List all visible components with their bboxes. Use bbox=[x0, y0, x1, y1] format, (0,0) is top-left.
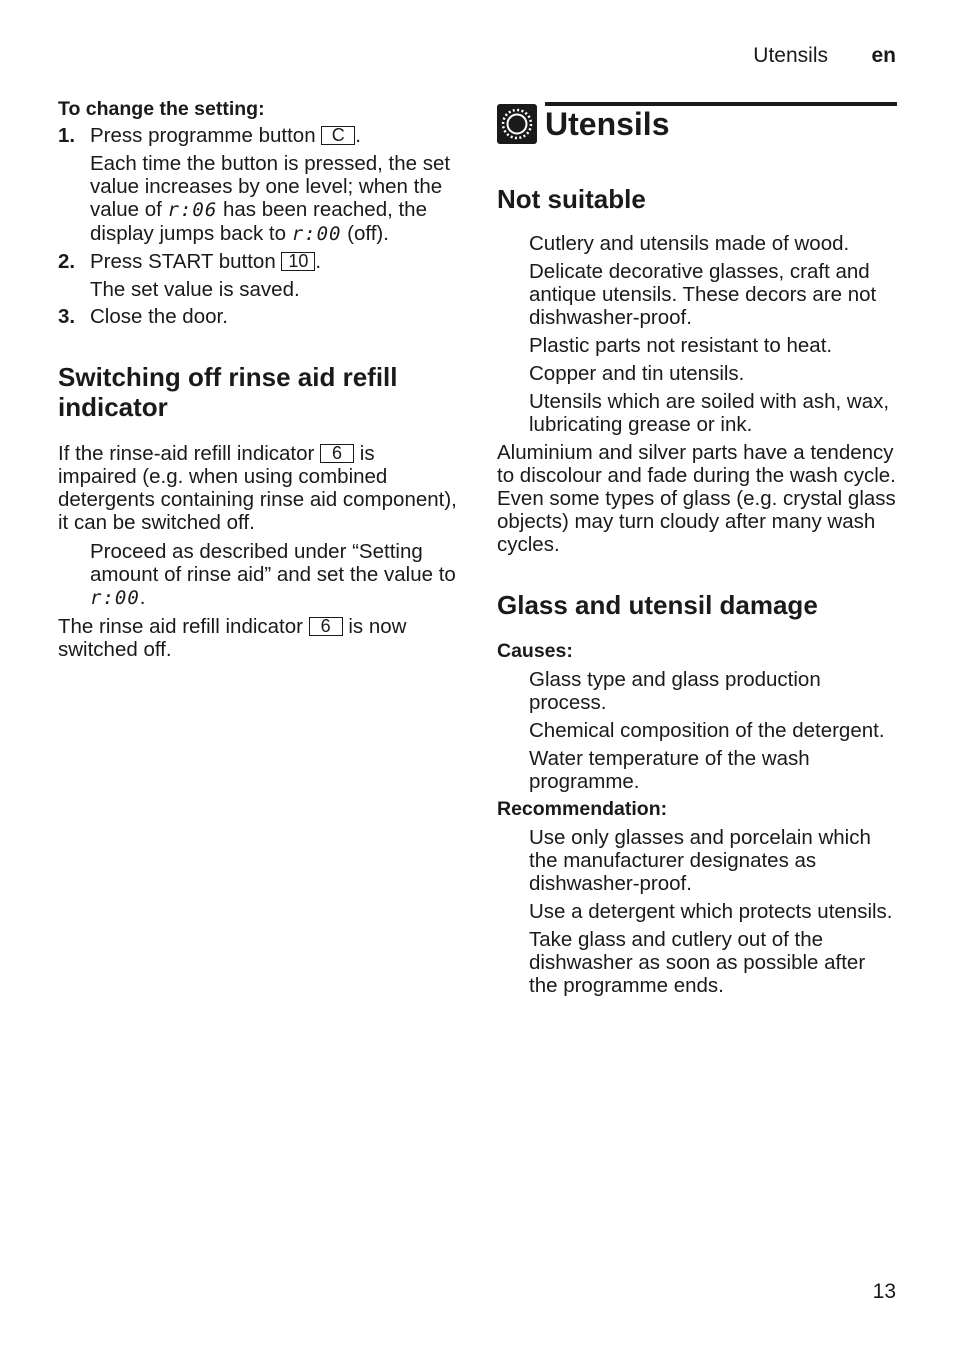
proceed-text: Proceed as described under “Setting amount of rinse aid” and set the value to bbox=[90, 540, 456, 586]
note-text: Each time the button is pressed, the set value increases by one level; when the value of bbox=[90, 152, 451, 221]
list-item: Delicate decorative glasses, craft and antique utensils. These decors are not dishwasher-proof. bbox=[529, 260, 877, 329]
result-text: The rinse aid refill indicator bbox=[58, 615, 309, 638]
header-section-title: Utensils bbox=[753, 44, 828, 67]
utensils-icon bbox=[497, 104, 537, 144]
result-text: is now switched off. bbox=[58, 615, 407, 661]
step-text: Close the door. bbox=[90, 305, 228, 328]
page-number: 13 bbox=[872, 1280, 896, 1303]
section-title bbox=[497, 98, 897, 148]
change-setting-steps bbox=[58, 124, 458, 328]
list-item: Take glass and cutlery out of the dishwasher as soon as possible after the programme ends. bbox=[529, 928, 866, 997]
note-text: has been reached, the display jumps back to bbox=[90, 198, 427, 245]
not-suitable-list bbox=[497, 232, 897, 436]
switched-off-result bbox=[58, 615, 458, 661]
not-suitable-heading: Not suitable bbox=[497, 184, 646, 214]
step-number: 3. bbox=[58, 305, 76, 328]
right-column bbox=[497, 98, 897, 1002]
step-text: Press START button bbox=[90, 250, 282, 273]
display-value-max: r:06 bbox=[167, 199, 218, 221]
recommendation-heading: Recommendation: bbox=[497, 798, 668, 820]
causes-heading: Causes: bbox=[497, 640, 573, 662]
refill-indicator-key: 6 bbox=[309, 617, 343, 636]
step-note: The set value is saved. bbox=[90, 278, 300, 301]
page-header bbox=[0, 44, 954, 72]
list-item: Utensils which are soiled with ash, wax, lubricating grease or ink. bbox=[529, 390, 890, 436]
start-button-key: 10 bbox=[281, 252, 315, 271]
switching-off-heading: Switching off rinse aid refill indicator bbox=[58, 362, 398, 422]
step-text: Press programme button bbox=[90, 124, 322, 147]
step-number: 1. bbox=[58, 124, 76, 147]
step-3 bbox=[58, 305, 458, 328]
display-value-off: r:00 bbox=[291, 223, 342, 245]
intro-text: is impaired (e.g. when using combined detergents containing rinse aid component), it can be switched off. bbox=[58, 442, 457, 534]
proceed-text: . bbox=[139, 586, 146, 609]
list-item: Use a detergent which protects utensils. bbox=[529, 900, 893, 923]
proceed-instruction bbox=[58, 540, 458, 610]
change-setting-heading: To change the setting: bbox=[58, 98, 265, 120]
causes-list bbox=[497, 668, 897, 793]
step-2 bbox=[58, 250, 458, 301]
display-value-off: r:00 bbox=[90, 587, 140, 609]
list-item: Water temperature of the wash programme. bbox=[529, 747, 810, 793]
list-item: Cutlery and utensils made of wood. bbox=[529, 232, 850, 255]
intro-text: If the rinse-aid refill indicator bbox=[58, 442, 321, 465]
rinse-aid-intro bbox=[58, 442, 458, 534]
header-language: en bbox=[871, 44, 896, 67]
refill-indicator-key: 6 bbox=[320, 444, 354, 463]
aluminium-paragraph: Aluminium and silver parts have a tendency to discolour and fade during the wash cycle. Even some types of glass (e.g. crystal glass objects) may turn cloudy after many wash cycles. bbox=[497, 441, 896, 556]
list-item: Chemical composition of the detergent. bbox=[529, 719, 885, 742]
glass-damage-heading: Glass and utensil damage bbox=[497, 590, 818, 620]
step-note bbox=[90, 152, 458, 246]
section-title-text: Utensils bbox=[545, 106, 670, 142]
list-item: Plastic parts not resistant to heat. bbox=[529, 334, 833, 357]
programme-button-key: C bbox=[321, 126, 355, 145]
left-column bbox=[58, 98, 458, 661]
list-item: Use only glasses and porcelain which the manufacturer designates as dishwasher-proof. bbox=[529, 826, 871, 895]
note-text: (off). bbox=[341, 222, 389, 245]
step-text-end: . bbox=[355, 124, 361, 147]
list-item: Copper and tin utensils. bbox=[529, 362, 745, 385]
step-text-end: . bbox=[315, 250, 322, 273]
step-1 bbox=[58, 124, 458, 246]
recommendation-list bbox=[497, 826, 897, 997]
step-number: 2. bbox=[58, 250, 76, 273]
list-item: Glass type and glass production process. bbox=[529, 668, 821, 714]
